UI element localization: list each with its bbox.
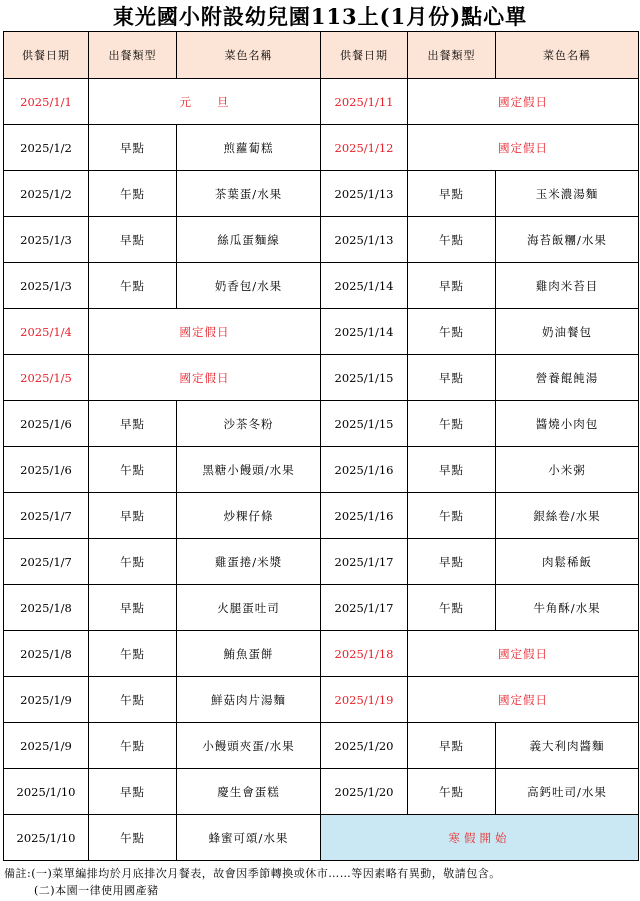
left-dish-cell: 奶香包/水果 <box>177 263 321 309</box>
right-date-cell: 2025/1/15 <box>321 355 408 401</box>
menu-row <box>4 447 639 493</box>
right-meal-type-cell: 早點 <box>408 263 496 309</box>
menu-row <box>4 401 639 447</box>
left-dish-cell: 絲瓜蛋麵線 <box>177 217 321 263</box>
header-dish-left: 菜色名稱 <box>177 32 321 79</box>
left-dish-cell: 火腿蛋吐司 <box>177 585 321 631</box>
left-date-cell: 2025/1/8 <box>4 585 89 631</box>
menu-row <box>4 309 639 355</box>
menu-row <box>4 677 639 723</box>
left-date-cell: 2025/1/10 <box>4 769 89 815</box>
left-meal-type-cell: 午點 <box>89 539 177 585</box>
header-date-left: 供餐日期 <box>4 32 89 79</box>
right-dish-cell: 醬燒小肉包 <box>496 401 639 447</box>
header-row <box>4 32 639 79</box>
left-dish-cell: 炒粿仔條 <box>177 493 321 539</box>
left-meal-type-cell: 午點 <box>89 723 177 769</box>
left-date-cell: 2025/1/4 <box>4 309 89 355</box>
header-date-right: 供餐日期 <box>321 32 408 79</box>
right-meal-type-cell: 早點 <box>408 171 496 217</box>
right-meal-type-cell: 午點 <box>408 217 496 263</box>
menu-row <box>4 769 639 815</box>
left-dish-cell: 蜂蜜可頌/水果 <box>177 815 321 861</box>
right-dish-cell: 義大利肉醬麵 <box>496 723 639 769</box>
right-dish-cell: 雞肉米苔目 <box>496 263 639 309</box>
left-meal-type-cell: 午點 <box>89 631 177 677</box>
right-meal-type-cell: 午點 <box>408 401 496 447</box>
left-holiday-cell: 元 旦 <box>89 79 321 125</box>
footnote-1: 備註:(一)菜單編排均於月底排次月餐表，故會因季節轉換或休市……等因素略有異動，敬請包含。 <box>4 867 501 880</box>
left-dish-cell: 煎蘿蔔糕 <box>177 125 321 171</box>
left-meal-type-cell: 早點 <box>89 125 177 171</box>
left-date-cell: 2025/1/7 <box>4 539 89 585</box>
left-meal-type-cell: 早點 <box>89 493 177 539</box>
menu-row <box>4 493 639 539</box>
right-date-cell: 2025/1/14 <box>321 309 408 355</box>
menu-row <box>4 125 639 171</box>
right-date-cell: 2025/1/17 <box>321 585 408 631</box>
right-date-cell: 2025/1/16 <box>321 447 408 493</box>
left-dish-cell: 小饅頭夾蛋/水果 <box>177 723 321 769</box>
left-holiday-cell: 國定假日 <box>89 309 321 355</box>
right-dish-cell: 小米粥 <box>496 447 639 493</box>
menu-row <box>4 631 639 677</box>
menu-row <box>4 79 639 125</box>
left-date-cell: 2025/1/3 <box>4 263 89 309</box>
menu-row <box>4 171 639 217</box>
right-dish-cell: 牛角酥/水果 <box>496 585 639 631</box>
right-meal-type-cell: 早點 <box>408 447 496 493</box>
left-dish-cell: 沙茶冬粉 <box>177 401 321 447</box>
left-meal-type-cell: 午點 <box>89 171 177 217</box>
right-dish-cell: 營養餛飩湯 <box>496 355 639 401</box>
left-dish-cell: 黑糖小饅頭/水果 <box>177 447 321 493</box>
footnote-2: (二)本園一律使用國產豬 <box>34 884 159 897</box>
menu-row <box>4 815 639 861</box>
right-meal-type-cell: 午點 <box>408 585 496 631</box>
right-meal-type-cell: 午點 <box>408 493 496 539</box>
right-date-cell: 2025/1/14 <box>321 263 408 309</box>
left-meal-type-cell: 早點 <box>89 585 177 631</box>
right-meal-type-cell: 早點 <box>408 355 496 401</box>
left-date-cell: 2025/1/5 <box>4 355 89 401</box>
right-date-cell: 2025/1/18 <box>321 631 408 677</box>
winter-break-banner: 寒假開始 <box>321 815 639 861</box>
left-meal-type-cell: 早點 <box>89 217 177 263</box>
left-date-cell: 2025/1/10 <box>4 815 89 861</box>
left-date-cell: 2025/1/3 <box>4 217 89 263</box>
menu-row <box>4 263 639 309</box>
right-date-cell: 2025/1/13 <box>321 217 408 263</box>
right-holiday-cell: 國定假日 <box>408 79 639 125</box>
right-date-cell: 2025/1/12 <box>321 125 408 171</box>
left-meal-type-cell: 午點 <box>89 263 177 309</box>
right-holiday-cell: 國定假日 <box>408 677 639 723</box>
left-meal-type-cell: 午點 <box>89 447 177 493</box>
menu-row <box>4 217 639 263</box>
right-meal-type-cell: 早點 <box>408 539 496 585</box>
left-date-cell: 2025/1/9 <box>4 677 89 723</box>
right-date-cell: 2025/1/15 <box>321 401 408 447</box>
left-date-cell: 2025/1/6 <box>4 401 89 447</box>
right-dish-cell: 玉米濃湯麵 <box>496 171 639 217</box>
left-date-cell: 2025/1/8 <box>4 631 89 677</box>
left-date-cell: 2025/1/6 <box>4 447 89 493</box>
right-meal-type-cell: 午點 <box>408 309 496 355</box>
right-date-cell: 2025/1/19 <box>321 677 408 723</box>
right-dish-cell: 高鈣吐司/水果 <box>496 769 639 815</box>
left-dish-cell: 鮮菇肉片湯麵 <box>177 677 321 723</box>
header-type-right: 出餐類型 <box>408 32 496 79</box>
left-date-cell: 2025/1/7 <box>4 493 89 539</box>
right-date-cell: 2025/1/20 <box>321 723 408 769</box>
right-dish-cell: 銀絲卷/水果 <box>496 493 639 539</box>
header-type-left: 出餐類型 <box>89 32 177 79</box>
left-dish-cell: 茶葉蛋/水果 <box>177 171 321 217</box>
right-dish-cell: 肉鬆稀飯 <box>496 539 639 585</box>
menu-row <box>4 723 639 769</box>
snack-menu-table <box>3 31 639 861</box>
right-holiday-cell: 國定假日 <box>408 125 639 171</box>
left-dish-cell: 慶生會蛋糕 <box>177 769 321 815</box>
left-meal-type-cell: 午點 <box>89 815 177 861</box>
header-dish-right: 菜色名稱 <box>496 32 639 79</box>
left-date-cell: 2025/1/2 <box>4 171 89 217</box>
menu-row <box>4 355 639 401</box>
left-meal-type-cell: 早點 <box>89 401 177 447</box>
menu-title: 東光國小附設幼兒園113上(1月份)點心單 <box>112 4 528 29</box>
left-meal-type-cell: 早點 <box>89 769 177 815</box>
left-date-cell: 2025/1/2 <box>4 125 89 171</box>
right-meal-type-cell: 早點 <box>408 723 496 769</box>
left-date-cell: 2025/1/1 <box>4 79 89 125</box>
right-holiday-cell: 國定假日 <box>408 631 639 677</box>
right-dish-cell: 海苔飯糰/水果 <box>496 217 639 263</box>
right-dish-cell: 奶油餐包 <box>496 309 639 355</box>
menu-row <box>4 585 639 631</box>
right-date-cell: 2025/1/16 <box>321 493 408 539</box>
right-meal-type-cell: 午點 <box>408 769 496 815</box>
menu-row <box>4 539 639 585</box>
right-date-cell: 2025/1/11 <box>321 79 408 125</box>
left-date-cell: 2025/1/9 <box>4 723 89 769</box>
left-dish-cell: 雞蛋捲/米漿 <box>177 539 321 585</box>
right-date-cell: 2025/1/17 <box>321 539 408 585</box>
right-date-cell: 2025/1/20 <box>321 769 408 815</box>
right-date-cell: 2025/1/13 <box>321 171 408 217</box>
left-meal-type-cell: 午點 <box>89 677 177 723</box>
left-dish-cell: 鮪魚蛋餅 <box>177 631 321 677</box>
left-holiday-cell: 國定假日 <box>89 355 321 401</box>
